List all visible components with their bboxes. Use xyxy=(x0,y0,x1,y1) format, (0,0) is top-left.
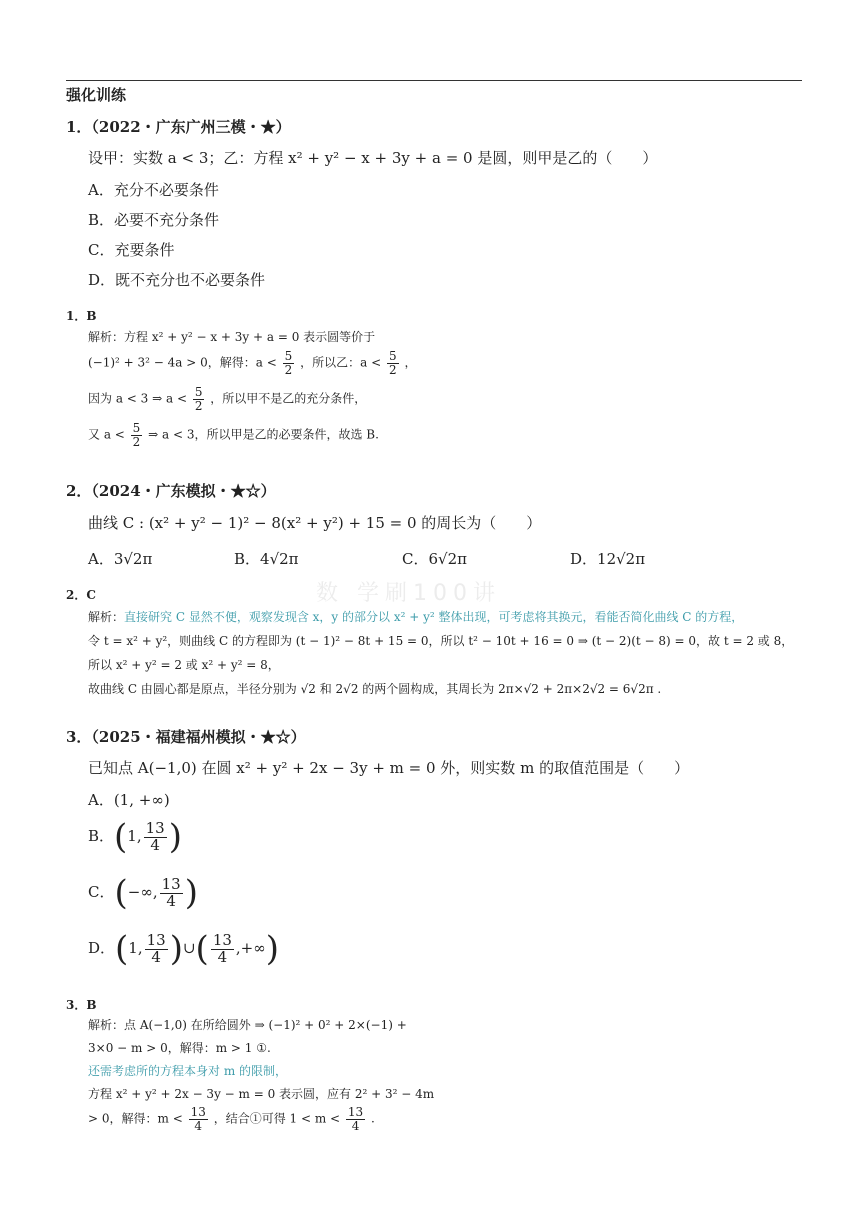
q1-header: 1．（2022・广东广州三模・★） xyxy=(66,118,291,136)
a3-line-2: 3×0 − m > 0，解得：m > 1 ①. xyxy=(88,1041,271,1055)
fraction-13-4: $\frac{13}{4}$ xyxy=(161,874,181,910)
a3-line-5: > 0，解得：m < $\frac{13}{4}$ ，结合①可得 1 < m < $\frac{13}{4}$ . xyxy=(88,1105,375,1133)
a1-line-3: 因为 a < 3 ⇒ a < $\frac{5}{2}$ ，所以甲不是乙的充分条件， xyxy=(88,385,367,413)
fraction-13-4: $\frac{13}{4}$ xyxy=(347,1105,364,1133)
a2-line-2: 令 t = x² + y²，则曲线 C 的方程即为 (t − 1)² − 8t + 15 = 0，所以 t² − 10t + 16 = 0 ⇒ (t − 2)(t − 8) = 0，故 t = 2 或 8， xyxy=(88,634,794,648)
a1-answer: 1．B xyxy=(66,309,97,323)
a3-hint: 还需考虑所的方程本身对 m 的限制， xyxy=(88,1064,288,1078)
q2-option-a: A．3√2π xyxy=(88,550,153,568)
q2-stem: 曲线 C : (x² + y² − 1)² − 8(x² + y²) + 15 = 0 的周长为（ ） xyxy=(88,514,542,532)
q1-stem: 设甲：实数 a < 3；乙：方程 x² + y² − x + 3y + a = 0 是圆，则甲是乙的（ ） xyxy=(88,149,658,167)
a2-hint: 直接研究 C 显然不便，观察发现含 x，y 的部分以 x² + y² 整体出现，可考虑将其换元，看能否简化曲线 C 的方程， xyxy=(124,610,744,624)
q3-stem: 已知点 A(−1,0) 在圆 x² + y² + 2x − 3y + m = 0 外，则实数 m 的取值范围是（ ） xyxy=(88,759,690,777)
q3-option-d: D．(1, $\frac{13}{4}$ )∪( $\frac{13}{4}$ ,+∞) xyxy=(88,929,280,969)
q3-header: 3．（2025・福建福州模拟・★☆） xyxy=(66,728,306,746)
q2-option-d: D．12√2π xyxy=(570,550,646,568)
fraction-5-2: $\frac{5}{2}$ xyxy=(194,385,203,413)
q2-option-b: B．4√2π xyxy=(234,550,299,568)
a3-line-4: 方程 x² + y² + 2x − 3y − m = 0 表示圆，应有 2² + 3² − 4m xyxy=(88,1087,435,1101)
fraction-5-2: $\frac{5}{2}$ xyxy=(388,349,397,377)
q3-option-b: B．(1, $\frac{13}{4}$ ) xyxy=(88,817,182,857)
a2-line-3: 所以 x² + y² = 2 或 x² + y² = 8， xyxy=(88,658,280,672)
a2-answer: 2．C xyxy=(66,588,96,602)
a2-line-4: 故曲线 C 由圆心都是原点，半径分别为 √2 和 2√2 的两个圆构成，其周长为 2π×√2 + 2π×2√2 = 6√2π . xyxy=(88,682,662,696)
q1-option-b: B．必要不充分条件 xyxy=(88,211,220,229)
header-rule xyxy=(66,80,802,81)
fraction-5-2: $\frac{5}{2}$ xyxy=(132,421,141,449)
fraction-13-4: $\frac{13}{4}$ xyxy=(146,930,166,966)
watermark: 数 学刷100讲 xyxy=(316,581,501,606)
q3-option-c: C．(−∞, $\frac{13}{4}$ ) xyxy=(88,873,198,913)
a3-line-1: 解析：点 A(−1,0) 在所给圆外 ⇒ (−1)² + 0² + 2×(−1) + xyxy=(88,1018,407,1032)
q2-option-c: C．6√2π xyxy=(402,550,467,568)
q3-option-a: A．(1, +∞) xyxy=(88,791,170,809)
a1-line-2: (−1)² + 3² − 4a > 0，解得：a < $\frac{5}{2}$ ，所以乙：a < $\frac{5}{2}$ ， xyxy=(88,349,417,377)
a1-line-4: 又 a < $\frac{5}{2}$ ⇒ a < 3，所以甲是乙的必要条件，故选 B. xyxy=(88,421,379,449)
section-title: 强化训练 xyxy=(66,86,127,104)
a2-line-1: 解析：直接研究 C 显然不便，观察发现含 x，y 的部分以 x² + y² 整体出现，可考虑将其换元，看能否简化曲线 C 的方程， xyxy=(88,610,744,624)
fraction-5-2: $\frac{5}{2}$ xyxy=(284,349,293,377)
fraction-13-4: $\frac{13}{4}$ xyxy=(145,818,165,854)
a1-line-1: 解析：方程 x² + y² − x + 3y + a = 0 表示圆等价于 xyxy=(88,330,376,344)
fraction-13-4: $\frac{13}{4}$ xyxy=(212,930,232,966)
q1-option-d: D．既不充分也不必要条件 xyxy=(88,271,266,289)
q1-option-a: A．充分不必要条件 xyxy=(88,181,219,199)
q2-header: 2．（2024・广东模拟・★☆） xyxy=(66,482,276,500)
a3-answer: 3．B xyxy=(66,998,97,1012)
q1-option-c: C．充要条件 xyxy=(88,241,175,259)
fraction-13-4: $\frac{13}{4}$ xyxy=(190,1105,206,1133)
